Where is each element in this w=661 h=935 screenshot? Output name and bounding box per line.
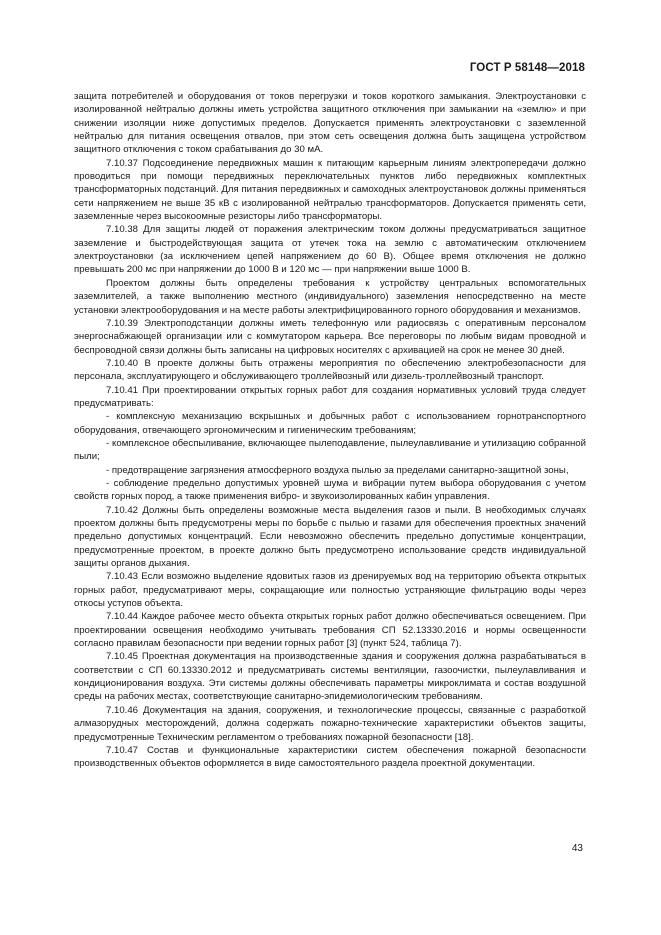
paragraph-7-10-44: 7.10.44 Каждое рабочее место объекта открытых горных работ должно обеспечиваться освещением. При проектировании освещения необходимо учитывать требования СП 52.13330.2016 и нормы освещенности согласно правилам безопасности при ведении горных работ [3] (пункт 524, таблица 7). <box>74 611 586 650</box>
paragraph-7-10-40: 7.10.40 В проекте должны быть отражены мероприятия по обеспечению электробезопасности для персонала, эксплуатирующего и обслуживающего троллейвозный или дизель-троллейвозный транспорт. <box>74 357 586 383</box>
paragraph-7-10-43: 7.10.43 Если возможно выделение ядовитых газов из дренируемых вод на территорию объекта открытых горных работ, предусматривают меры, сокращающие или полностью устраняющие фильтрацию воды через откосы уступов объекта. <box>74 571 586 610</box>
list-item-air-pollution: - предотвращение загрязнения атмосферного воздуха пылью за пределами санитарно-защитной зоны, <box>106 464 569 476</box>
paragraph-grounding: Проектом должны быть определены требования к устройству центральных вспомогательных заземлителей, а также выполнению местного (индивидуального) заземления непосредственно на месте установки электрооборудования и на месте работы электрифицированного горного оборудования и механизмов. <box>74 277 586 316</box>
paragraph-7-10-47: 7.10.47 Состав и функциональные характеристики систем обеспечения пожарной безопасности производственных объектов оформляется в виде самостоятельного раздела проектной документации. <box>74 744 586 770</box>
page-number: 43 <box>571 843 583 854</box>
paragraph-7-10-37: 7.10.37 Подсоединение передвижных машин к питающим карьерным линиям электропередачи должно проводиться при помощи передвижных переключательных пунктов либо передвижных комплектных трансформаторных подстанций. Для питания передвижных и самоходных электроустановок должны применяться сети напряжением не выше 35 кВ с изолированной нейтралью трансформаторов. Допускается применять сети, заземленные через высокоомные резисторы либо трансформаторы. <box>74 157 586 223</box>
list-item-noise-vibration: - соблюдение предельно допустимых уровней шума и вибрации путем выбора оборудования с учетом свойств горных пород, а также применения вибро- и звукоизолированных кабин управления. <box>74 477 586 503</box>
paragraph-7-10-41: 7.10.41 При проектировании открытых горных работ для создания нормативных условий труда следует предусматривать: <box>74 384 586 409</box>
list-item-dust-removal: - комплексное обеспыливание, включающее пылеподавление, пылеулавливание и утилизацию собранной пыли; <box>74 437 586 463</box>
document-body <box>74 90 586 771</box>
document-code: ГОСТ Р 58148—2018 <box>469 62 585 74</box>
paragraph-7-10-39: 7.10.39 Электроподстанции должны иметь телефонную или радиосвязь с оперативным персоналом энергоснабжающей организации или с коммутатором карьера. Все переговоры по любым видам проводной и беспроводной связи должны быть записаны на цифровых носителях с архивацией на срок не менее 30 дней. <box>74 317 586 356</box>
paragraph-7-10-38: 7.10.38 Для защиты людей от поражения электрическим током должны предусматриваться защитное заземление и быстродействующая защита от утечек тока на землю с автоматическим отключением электроустановки (за исключением цепей напряжением до 60 В). Общее время отключения не должно превышать 200 мс при напряжении до 1000 В и 120 мс — при напряжении выше 1000 В. <box>74 224 586 276</box>
paragraph-continuation: защита потребителей и оборудования от токов перегрузки и токов короткого замыкания. Электроустановки с изолированной нейтралью должны иметь устройства защитного отключения при замыкании на «землю» и при снижении изоляции ниже допустимых пределов. Допускается применять электроустановки с заземленной нейтралью для питания освещения отвалов, при этом сеть освещения должна быть защищена устройством защитного отключения с током срабатывания до 30 мА. <box>74 91 586 156</box>
list-item-mechanization: - комплексную механизацию вскрышных и добычных работ с использованием горнотранспортного оборудования, отвечающего эргономическим и гигиеническим требованиям; <box>74 411 586 436</box>
paragraph-7-10-42: 7.10.42 Должны быть определены возможные места выделения газов и пыли. В необходимых случаях проектом должны быть предусмотрены меры по борьбе с пылью и газами для обеспечения проектных значений предельно допустимых концентраций. Если невозможно обеспечить предельно допустимые концентрации, предусмотренные проектом, в проекте должно быть предусмотрено использование средств индивидуальной защиты органов дыхания. <box>74 504 586 570</box>
paragraph-7-10-46: 7.10.46 Документация на здания, сооружения, и технологические процессы, связанные с разработкой алмазорудных месторождений, должна содержать пожарно-технические характеристики объектов защиты, предусмотренные Техническим регламентом о требованиях пожарной безопасности [18]. <box>74 704 586 743</box>
paragraph-7-10-45: 7.10.45 Проектная документация на производственные здания и сооружения должна разрабатываться в соответствии с СП 60.13330.2012 и предусматривать системы вентиляции, газоочистки, пылеулавливания и кондиционирования воздуха. Эти системы должны обеспечивать параметры микроклимата и состав воздушной среды на рабочих местах, соответствующие санитарно-эпидемиологическим требованиям. <box>74 651 586 703</box>
